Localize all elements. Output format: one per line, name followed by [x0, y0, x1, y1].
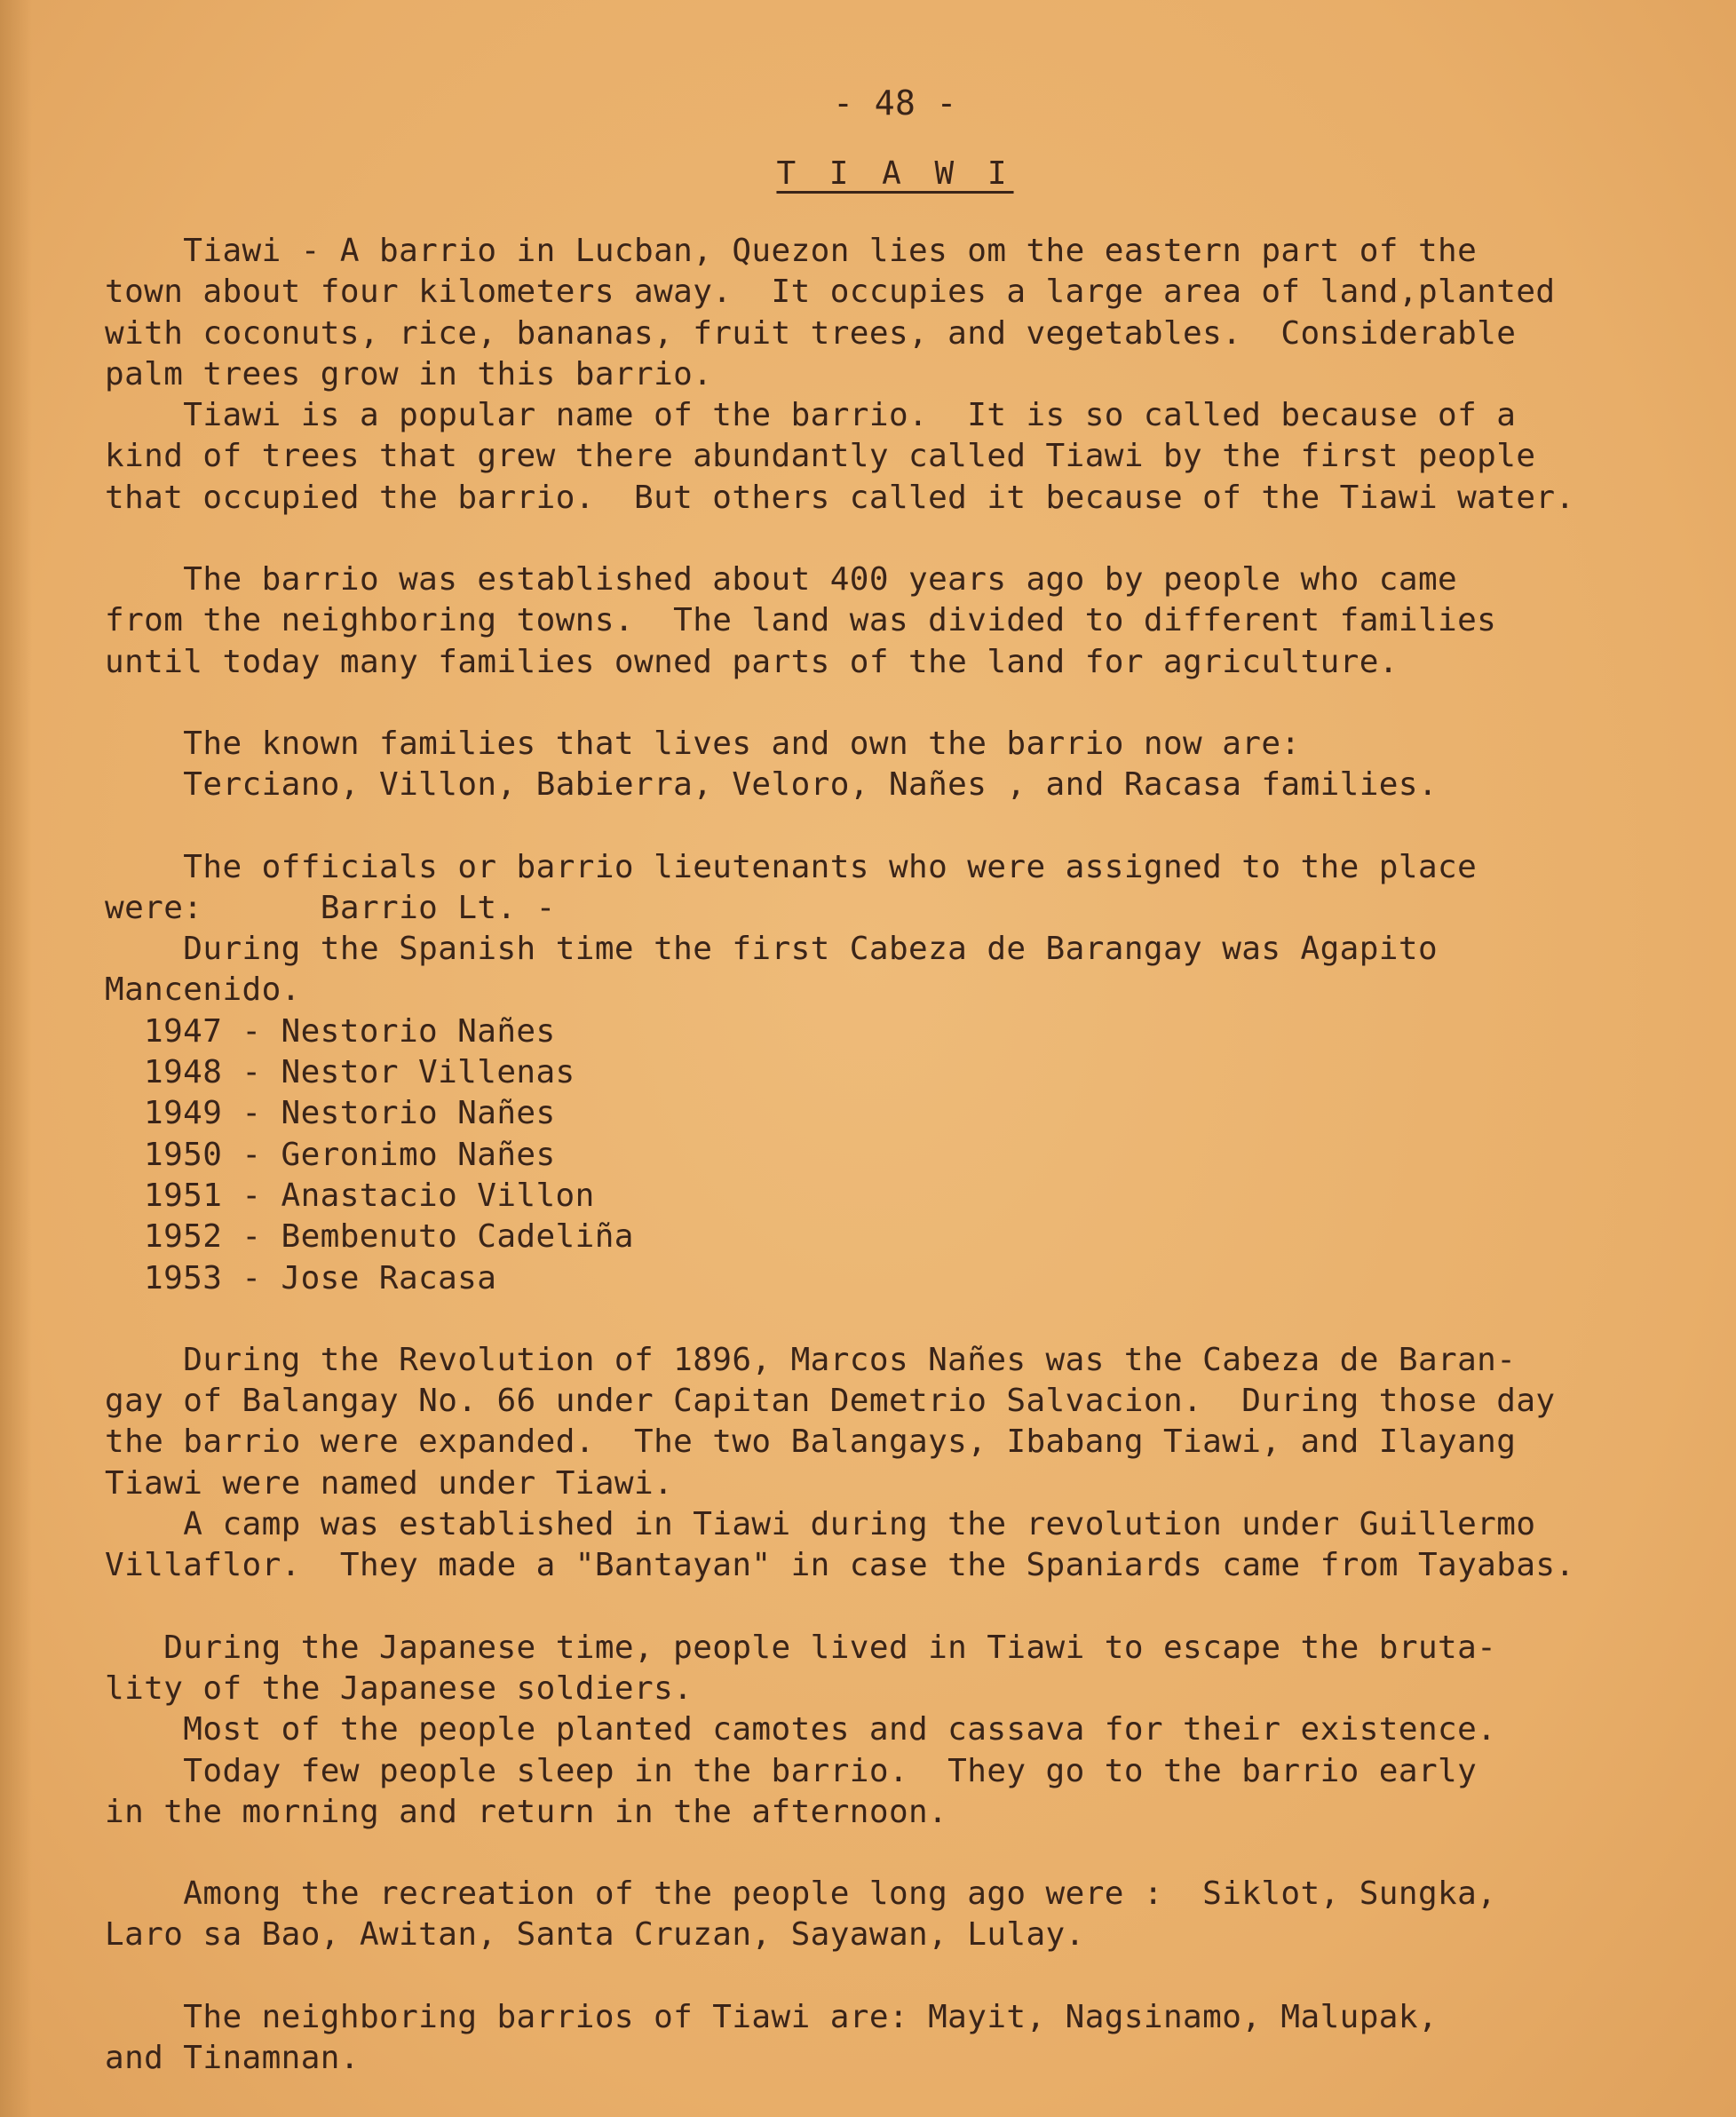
- paragraph-neighbors: [105, 1997, 1632, 2080]
- text-line: and Tinamnan.: [105, 2039, 360, 2076]
- text-line: Laro sa Bao, Awitan, Santa Cruzan, Sayawan, Lulay.: [105, 1916, 1085, 1954]
- text-line: The barrio was established about 400 years ago by people who came: [105, 561, 1458, 599]
- paragraph-gap: [105, 683, 1632, 724]
- text-line: Most of the people planted camotes and cassava for their existence.: [105, 1711, 1497, 1748]
- text-line: Villaflor. They made a "Bantayan" in case the Spaniards came from Tayabas.: [105, 1547, 1575, 1584]
- list-item: 1950 - Geronimo Nañes: [144, 1136, 556, 1173]
- paragraph-gap: [105, 1833, 1632, 1874]
- text-line: During the Revolution of 1896, Marcos Nañes was the Cabeza de Baran-: [105, 1341, 1517, 1378]
- list-item: 1951 - Anastacio Villon: [144, 1177, 595, 1214]
- paragraph-recreation: [105, 1874, 1632, 1956]
- page-title-text: T I A W I: [776, 155, 1014, 192]
- list-item: 1948 - Nestor Villenas: [144, 1054, 575, 1091]
- paragraph-revolution: [105, 1340, 1632, 1504]
- paragraph-gap: [105, 1587, 1632, 1628]
- paragraph-gap: [105, 1956, 1632, 1997]
- text-line: During the Japanese time, people lived in Tiawi to escape the bruta-: [105, 1629, 1497, 1666]
- text-line: Tiawi - A barrio in Lucban, Quezon lies om the eastern part of the: [105, 233, 1478, 269]
- paragraph-camp: [105, 1504, 1632, 1587]
- text-line: During the Spanish time the first Cabeza de Barangay was Agapito: [105, 931, 1439, 968]
- text-line: The known families that lives and own the barrio now are:: [105, 725, 1301, 762]
- text-line: The neighboring barrios of Tiawi are: Mayit, Nagsinamo, Malupak,: [105, 1998, 1439, 2035]
- text-line: Tiawi is a popular name of the barrio. It is so called because of a: [105, 397, 1517, 434]
- text-line: town about four kilometers away. It occupies a large area of land,planted: [105, 274, 1556, 311]
- text-line: were: Barrio Lt. -: [105, 889, 556, 926]
- text-line: palm trees grow in this barrio.: [105, 355, 713, 392]
- paragraph-name-origin: [105, 395, 1632, 519]
- text-line: kind of trees that grew there abundantly called Tiawi by the first people: [105, 438, 1536, 475]
- lieutenants-list: [105, 1011, 1632, 1299]
- paragraph-families: [105, 724, 1632, 806]
- text-line: Mancenido.: [105, 971, 301, 1009]
- page-number: - 48 -: [833, 83, 957, 123]
- list-item: 1947 - Nestorio Nañes: [144, 1012, 556, 1050]
- text-line: Terciano, Villon, Babierra, Veloro, Nañes , and Racasa families.: [105, 766, 1439, 804]
- paper-edge-shadow: [0, 0, 32, 2117]
- text-line: that occupied the barrio. But others called it because of the Tiawi water.: [105, 479, 1575, 516]
- text-line: The officials or barrio lieutenants who were assigned to the place: [105, 848, 1478, 885]
- paragraph-gap: [105, 519, 1632, 559]
- list-item: 1949 - Nestorio Nañes: [144, 1095, 556, 1132]
- paragraph-gap: [105, 806, 1632, 847]
- paragraph-gap: [105, 1299, 1632, 1340]
- text-line: A camp was established in Tiawi during the revolution under Guillermo: [105, 1506, 1536, 1543]
- list-item: 1953 - Jose Racasa: [144, 1259, 497, 1296]
- text-line: lity of the Japanese soldiers.: [105, 1669, 694, 1707]
- text-line: until today many families owned parts of the land for agriculture.: [105, 643, 1399, 680]
- page-title: [158, 147, 1632, 231]
- text-line: Tiawi were named under Tiawi.: [105, 1464, 674, 1502]
- text-line: with coconuts, rice, bananas, fruit trees, and vegetables. Considerable: [105, 314, 1517, 352]
- list-item: 1952 - Bembenuto Cadeliña: [144, 1218, 634, 1256]
- paragraph-officials: [105, 847, 1632, 1011]
- text-line: Among the recreation of the people long ago were : Siklot, Sungka,: [105, 1875, 1497, 1913]
- text-line: Today few people sleep in the barrio. They go to the barrio early: [105, 1752, 1478, 1789]
- text-line: from the neighboring towns. The land was divided to different families: [105, 602, 1497, 639]
- paragraph-location: [105, 231, 1632, 395]
- text-line: in the morning and return in the afternoon.: [105, 1793, 948, 1830]
- paragraph-japanese-time: [105, 1628, 1632, 1833]
- paragraph-establishment: [105, 559, 1632, 683]
- typed-text-body: [105, 76, 1632, 2079]
- text-line: gay of Balangay No. 66 under Capitan Demetrio Salvacion. During those day: [105, 1383, 1556, 1420]
- text-line: the barrio were expanded. The two Balangays, Ibabang Tiawi, and Ilayang: [105, 1423, 1517, 1461]
